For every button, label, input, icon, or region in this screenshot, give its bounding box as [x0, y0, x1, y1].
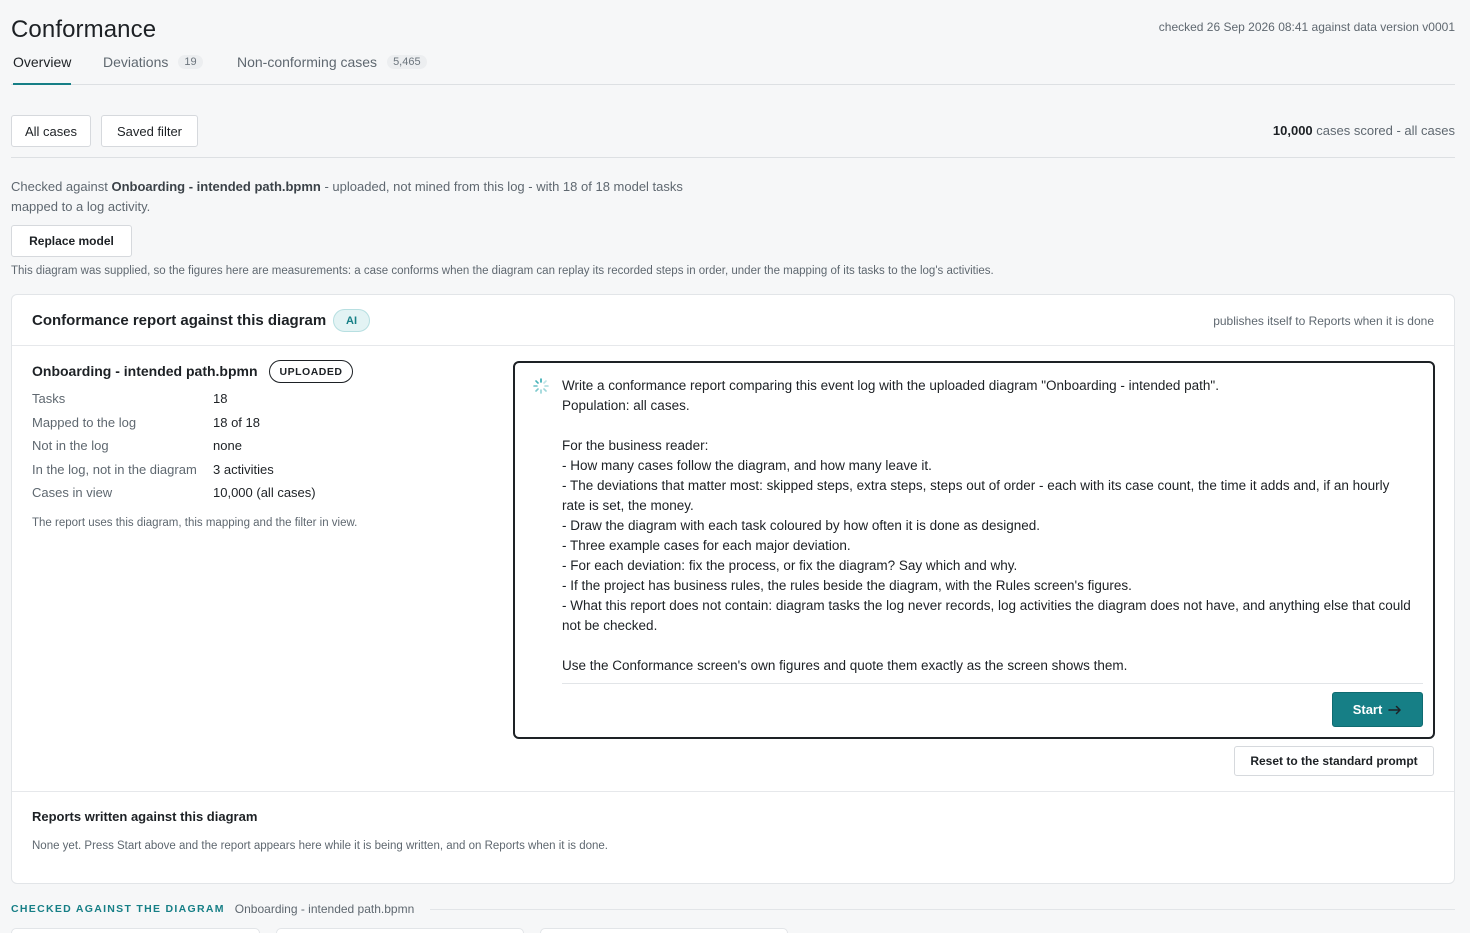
ai-badge: AI: [333, 309, 370, 332]
loading-spinner-icon: [533, 378, 549, 394]
section-file-name: Onboarding - intended path.bpmn: [234, 902, 415, 916]
start-button-label: Start: [1352, 702, 1383, 717]
tab-deviations-label: Deviations: [103, 54, 169, 70]
tab-non-conforming-cases[interactable]: [237, 54, 427, 85]
page-title: Conformance: [11, 16, 157, 43]
metric-card: [540, 928, 788, 933]
reports-empty-state: None yet. Press Start above and the report appears here while it is being written, and on Reports when it is done.: [32, 840, 608, 852]
stat-label: Cases in view: [32, 485, 113, 500]
metric-card: [276, 928, 524, 933]
tab-overview[interactable]: [13, 54, 71, 85]
reports-section-title: Reports written against this diagram: [32, 809, 258, 824]
prompt-divider: [562, 683, 1423, 684]
cases-scored-summary: [1273, 123, 1455, 138]
stat-label: Tasks: [32, 391, 66, 406]
tab-deviations[interactable]: [103, 54, 203, 85]
stat-row: [32, 415, 492, 439]
tab-non-conforming-label: Non-conforming cases: [237, 54, 378, 70]
card-header: [12, 295, 1454, 346]
saved-filter-button[interactable]: Saved filter: [101, 115, 198, 147]
arrow-right-icon: [1388, 705, 1402, 715]
stat-value: 18 of 18: [213, 414, 260, 430]
replace-model-button[interactable]: Replace model: [11, 225, 132, 257]
tab-deviations-count: 19: [178, 55, 202, 69]
checked-timestamp: checked 26 Sep 2026 08:41 against data version v0001: [1158, 20, 1455, 34]
metric-card: [11, 928, 260, 933]
stat-label: Mapped to the log: [32, 414, 137, 430]
section-divider: [430, 909, 1455, 910]
prompt-editor[interactable]: [513, 361, 1435, 739]
prompt-text[interactable]: Write a conformance report comparing this event log with the uploaded diagram "Onboarding - intended path". Population: all cases. For the business reader: - How many cases follow the diagram, and how many leave it. - The deviations that matter most: skipped steps, extra steps, steps out of order - each with its case count, the time it adds and, if an hourly rate is set, the money. - Draw the diagram with each task coloured by how often it is done as designed. - Three example cases for each major deviation. - For each deviation: fix the process, or fix the diagram? Say which and why. - If the project has business rules, the rules beside the diagram, with the Rules screen's figures. - What this report does not contain: diagram tasks the log never records, log activities the diagram does not have, and anything else that could not be checked. Use the Conformance screen's own figures and quote them exactly as the screen shows them.: [562, 378, 1411, 673]
stat-value: 3 activities: [213, 461, 274, 477]
cases-scored-count: 10,000: [1272, 123, 1313, 138]
checked-against-section-header: [11, 902, 1455, 916]
card-title: Conformance report against this diagram: [32, 312, 327, 329]
tab-non-conforming-count: 5,465: [387, 55, 427, 69]
report-uses-note: The report uses this diagram, this mapping and the filter in view.: [32, 517, 358, 529]
diagram-name: Onboarding - intended path.bpmn: [32, 363, 258, 379]
stat-value: 10,000 (all cases): [213, 485, 316, 500]
stat-row: [32, 462, 492, 486]
reset-prompt-button[interactable]: Reset to the standard prompt: [1234, 746, 1434, 776]
publishes-note: publishes itself to Reports when it is done: [1213, 314, 1434, 328]
stat-row: [32, 391, 492, 415]
section-label: CHECKED AGAINST THE DIAGRAM: [11, 903, 225, 915]
stat-row: [32, 438, 492, 462]
all-cases-button[interactable]: All cases: [11, 115, 91, 147]
model-summary-prefix: Checked against: [11, 179, 112, 194]
start-button[interactable]: [1332, 692, 1423, 727]
stat-value: 18: [213, 391, 228, 406]
model-summary-suffix: - uploaded, not mined from this log - with 18 of 18 model tasks mapped to a log activity.: [11, 179, 683, 214]
stat-value: none: [213, 438, 242, 453]
stat-label: In the log, not in the diagram: [32, 461, 197, 477]
measurement-note: This diagram was supplied, so the figures here are measurements: a case conforms when the diagram can replay its recorded steps in order, under the mapping of its tasks to the log's activities.: [11, 265, 994, 277]
tab-bar: [11, 54, 1455, 85]
model-file-name: Onboarding - intended path.bpmn: [111, 179, 321, 194]
model-summary: [11, 177, 711, 217]
stat-row: [32, 485, 492, 509]
stat-label: Not in the log: [32, 438, 109, 453]
conformance-report-card: [11, 294, 1455, 884]
tab-overview-label: Overview: [13, 54, 72, 70]
diagram-stats: [32, 391, 492, 509]
uploaded-badge: UPLOADED: [269, 360, 353, 383]
filter-bar: [11, 115, 1455, 158]
cases-scored-suffix: cases scored - all cases: [1312, 123, 1455, 138]
divider: [12, 791, 1454, 792]
